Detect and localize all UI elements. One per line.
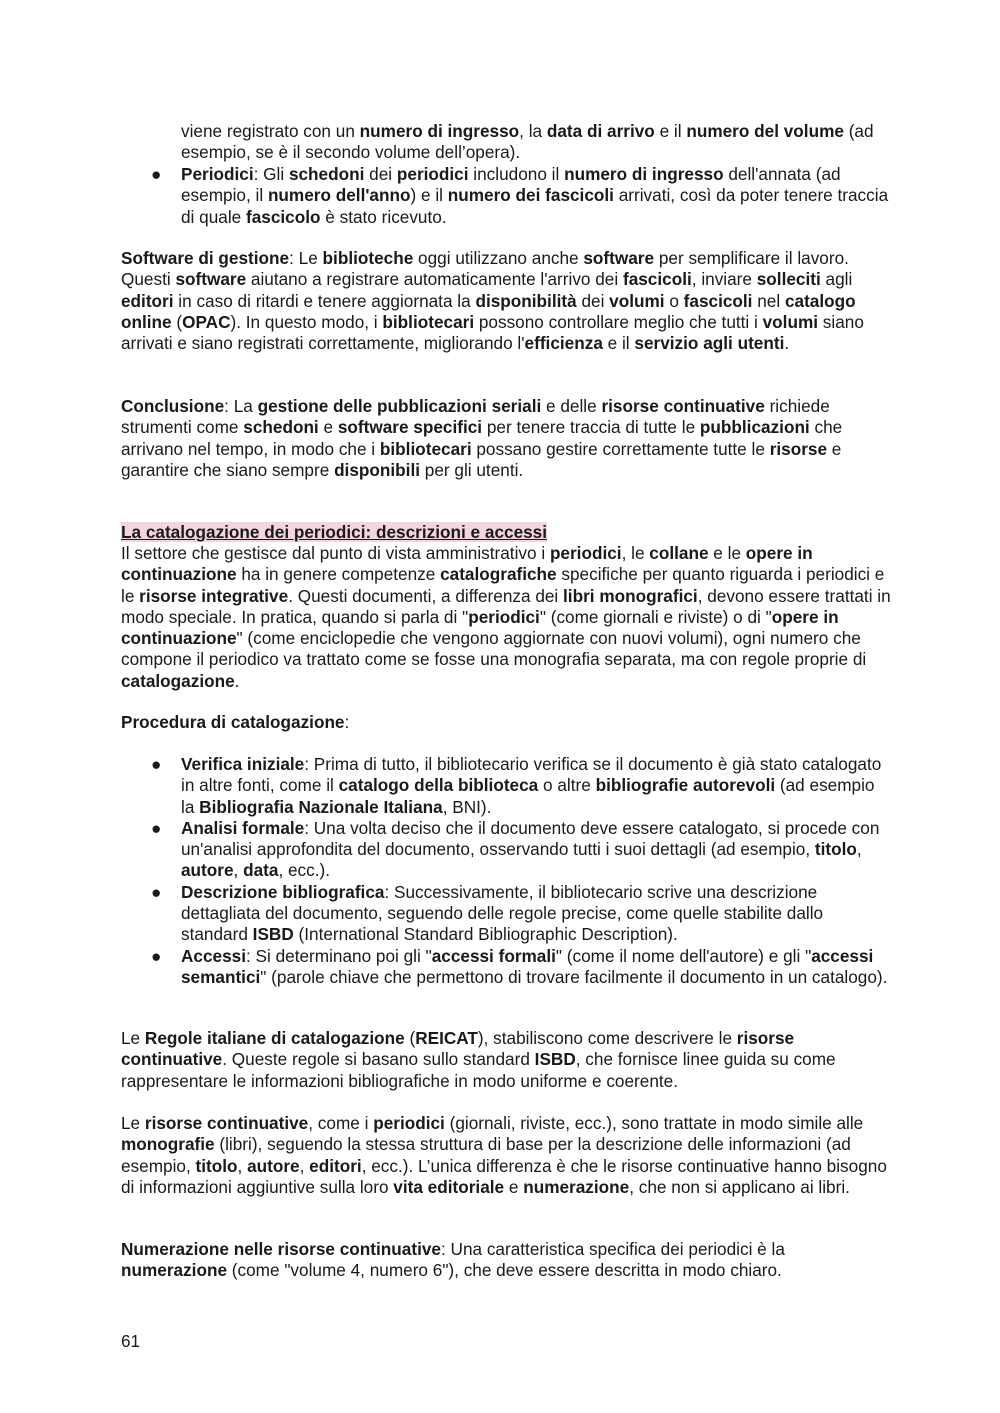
bold-text: numero dei fascicoli — [447, 185, 614, 206]
text-run: " (come il nome dell'autore) e gli " — [555, 945, 812, 966]
text-run: oggi utilizzano anche — [413, 248, 584, 268]
list-item — [121, 164, 891, 228]
bold-text: pubblicazioni — [699, 417, 810, 438]
text-run: " (come giornali e riviste) o di " — [539, 606, 772, 627]
bullet-icon: ● — [151, 754, 162, 774]
bold-text: Descrizione bibliografica — [181, 881, 385, 902]
bold-text: collane — [649, 543, 709, 563]
text-run: : Si determinano poi gli " — [245, 945, 432, 966]
bold-text: numero di ingresso — [564, 164, 724, 184]
text-run: " (parole chiave che permettono di trovare facilmente il documento in un catalogo). — [260, 966, 888, 987]
bold-text: numero dell'anno — [267, 185, 411, 206]
text-run: (ad esempio la — [181, 775, 875, 817]
bold-text: disponibilità — [475, 290, 577, 311]
bold-text: periodici — [373, 1113, 445, 1133]
procedura-label — [121, 712, 891, 733]
bold-text: software — [175, 269, 247, 290]
bold-text: autore — [247, 1155, 300, 1176]
text-run: aiutano a registrare automaticamente l'arrivo dei — [246, 269, 623, 290]
bullet-icon: ● — [151, 817, 162, 838]
text-run: , inviare — [691, 269, 757, 290]
text-run: viene registrato con un — [181, 121, 360, 141]
bold-text: Accessi — [181, 945, 246, 966]
bold-text: editori — [309, 1155, 362, 1176]
text-run: possono controllare meglio che tutti i — [474, 311, 763, 332]
bold-text: periodici — [549, 543, 622, 563]
bold-text: solleciti — [756, 269, 821, 290]
bold-text: autore — [181, 860, 234, 881]
bold-text: fascicolo — [245, 206, 321, 227]
text-run: Le — [121, 1028, 145, 1048]
text-run: , devono essere trattati in modo speciale. In pratica, quando si parla di " — [121, 585, 891, 627]
text-run: (ad esempio, se è il secondo volume dell’opera). — [181, 121, 874, 163]
text-run: per tenere traccia di tutte le — [482, 417, 700, 438]
bold-text: biblioteche — [322, 248, 414, 268]
text-run: ). In questo modo, i — [230, 311, 383, 332]
text-run: Le — [121, 1113, 145, 1133]
bold-text: bibliotecari — [379, 438, 472, 459]
text-run: : Una caratteristica specifica dei periodici è la — [440, 1239, 785, 1259]
bold-text: fascicoli — [683, 290, 753, 311]
bold-text: software — [583, 248, 655, 268]
bold-text: titolo — [814, 839, 857, 860]
bold-text: catalogo online — [121, 290, 856, 332]
text-run: o altre — [538, 775, 596, 796]
text-run: dei — [576, 290, 610, 311]
bold-text: risorse continuative — [144, 1113, 309, 1133]
section-heading-text: La catalogazione dei periodici: descrizioni e accessi — [121, 522, 548, 542]
text-run: ), stabiliscono come descrivere le — [477, 1028, 737, 1048]
text-run: per semplificare il lavoro. Questi — [121, 248, 849, 290]
text-run: ( — [404, 1028, 416, 1048]
text-run: " (come enciclopedie che vengono aggiornate con nuovi volumi), ogni numero che compone il periodico va trattato come se fosse una monografia separata, ma con regole proprie di — [121, 628, 867, 670]
text-run: o — [664, 290, 684, 311]
bold-text: opere in continuazione — [121, 543, 813, 585]
text-run: (libri), seguendo la stessa struttura di base per la descrizione delle informazioni (ad esempio, — [121, 1134, 851, 1176]
bold-text: ISBD — [534, 1049, 576, 1070]
text-run: e il — [654, 121, 687, 141]
bold-text: catalografiche — [440, 564, 557, 585]
bold-text: libri monografici — [563, 585, 698, 606]
bullet-list-procedura — [121, 754, 891, 988]
bold-text: catalogazione — [121, 670, 235, 691]
text-run: , BNI). — [442, 796, 492, 817]
bold-text: fascicoli — [622, 269, 692, 290]
bold-text: numerazione — [121, 1260, 228, 1281]
text-run: , come i — [308, 1113, 374, 1133]
text-run: : Le — [289, 248, 323, 268]
text-run: , — [233, 860, 244, 881]
bold-text: opere in continuazione — [121, 606, 839, 649]
section-heading — [121, 522, 891, 543]
bold-text: disponibili — [334, 459, 420, 480]
bullet-icon: ● — [151, 164, 162, 184]
text-run: , — [856, 839, 862, 860]
bold-text: Regole italiane di catalogazione — [144, 1028, 405, 1048]
bold-text: numero del volume — [686, 121, 844, 141]
bold-text: volumi — [762, 311, 819, 332]
bold-text: efficienza — [524, 333, 603, 354]
bold-text: accessi formali — [431, 945, 556, 966]
list-item — [121, 818, 891, 882]
text-run: , ecc.). — [278, 860, 331, 881]
text-run: , — [237, 1155, 248, 1176]
text-run: dei — [364, 164, 397, 184]
bold-text: monografie — [121, 1134, 215, 1155]
text-run: per gli utenti. — [420, 459, 524, 480]
bold-text: Bibliografia Nazionale Italiana — [199, 796, 443, 817]
text-run: : Successivamente, il bibliotecario scrive una descrizione dettagliata del documento, seguendo delle regole precise, come quelle stabilite dallo standard — [181, 881, 824, 945]
bold-text: risorse — [769, 438, 828, 459]
bold-text: numero di ingresso — [359, 121, 520, 141]
bold-text: schedoni — [288, 164, 365, 184]
text-run: in caso di ritardi e tenere aggiornata la — [173, 290, 476, 311]
page-number: 61 — [121, 1331, 141, 1351]
bold-text: volumi — [609, 290, 665, 311]
bold-text: vita editoriale — [393, 1176, 505, 1197]
bold-text: Conclusione — [121, 396, 225, 416]
bold-text: servizio agli utenti — [634, 333, 785, 354]
text-run: agli — [820, 269, 853, 290]
text-run: : Una volta deciso che il documento deve essere catalogato, si procede con un'analisi approfondita del documento, osservando tutti i suoi dettagli (ad esempio, — [181, 817, 880, 860]
bullet-icon: ● — [151, 945, 162, 966]
text-run: : La — [224, 396, 258, 416]
text-run: , le — [621, 543, 650, 563]
bold-text: data di arrivo — [546, 121, 655, 141]
text-run: e il — [602, 333, 635, 354]
text-run: . Queste regole si basano sullo standard — [222, 1049, 535, 1070]
text-run: includono il — [468, 164, 565, 184]
text-run: arrivati, così da poter tenere traccia di quale — [181, 185, 889, 227]
paragraph-risorse-continuative — [121, 1113, 891, 1198]
text-run: e — [504, 1176, 524, 1197]
bold-text: numerazione — [523, 1176, 630, 1197]
text-run: dell'annata (ad esempio, il — [181, 164, 841, 206]
paragraph-reicat — [121, 1028, 891, 1092]
bold-text: risorse continuative — [121, 1028, 795, 1070]
bold-text: Verifica iniziale — [181, 754, 305, 774]
bold-text: editori — [121, 290, 174, 311]
bold-text: data — [243, 860, 279, 881]
bold-text: gestione delle pubblicazioni seriali — [257, 396, 542, 416]
bold-text: risorse continuative — [601, 396, 765, 416]
text-run: , che fornisce linee guida su come rappresentare le informazioni bibliografiche in modo uniforme e coerente. — [121, 1049, 836, 1091]
text-run: specifiche per quanto riguarda i periodici e le — [121, 564, 885, 606]
paragraph-numerazione — [121, 1239, 891, 1282]
text-run: (come "volume 4, numero 6"), che deve essere descritta in modo chiaro. — [227, 1260, 782, 1281]
paragraph-settore — [121, 543, 891, 692]
text-run: ha in genere competenze — [236, 564, 441, 585]
bold-text: bibliografie autorevoli — [595, 775, 776, 796]
text-run: , ecc.). L’unica differenza è che le risorse continuative hanno bisogno di informazioni aggiuntive sulla loro — [121, 1155, 887, 1197]
text-run: : — [344, 712, 350, 732]
bold-text: software specifici — [337, 417, 483, 438]
paragraph-software-gestione — [121, 248, 891, 354]
bold-text: Software di gestione — [121, 248, 290, 268]
text-run: è stato ricevuto. — [320, 206, 447, 227]
text-run: e delle — [541, 396, 602, 416]
text-run: . — [234, 670, 240, 691]
text-run: possano gestire correttamente tutte le — [471, 438, 770, 459]
bold-text: periodici — [396, 164, 469, 184]
bold-text: titolo — [195, 1155, 238, 1176]
bold-text: REICAT — [415, 1028, 478, 1048]
bold-text: Analisi formale — [181, 817, 305, 838]
list-item-continuation — [181, 121, 881, 164]
text-run: (giornali, riviste, ecc.), sono trattate in modo simile alle — [444, 1113, 864, 1133]
text-run: e garantire che siano sempre — [121, 438, 842, 480]
text-run: , che non si applicano ai libri. — [629, 1176, 850, 1197]
text-run: ) e il — [410, 185, 448, 206]
text-run: nel — [752, 290, 785, 311]
bullet-icon: ● — [151, 881, 162, 902]
text-run: ( — [171, 311, 183, 332]
bold-text: ISBD — [252, 924, 294, 945]
text-run: : Prima di tutto, il bibliotecario verifica se il documento è già stato catalogato in altre fonti, come il — [181, 754, 882, 796]
bold-text: periodici — [468, 606, 540, 627]
text-run: (International Standard Bibliographic Description). — [293, 924, 678, 945]
list-item — [121, 946, 891, 989]
text-run: richiede strumenti come — [121, 396, 830, 438]
text-run: , — [299, 1155, 310, 1176]
text-run: siano arrivati e siano registrati correttamente, migliorando l' — [121, 311, 864, 354]
text-run: e — [318, 417, 338, 438]
bold-text: accessi semantici — [181, 945, 874, 987]
bold-text: Procedura di catalogazione — [121, 712, 345, 732]
text-run: . — [784, 333, 790, 354]
bullet-list-storage — [121, 164, 891, 228]
bold-text: catalogo della biblioteca — [338, 775, 539, 796]
bold-text: schedoni — [243, 417, 319, 438]
paragraph-conclusione — [121, 396, 891, 481]
text-run: Il settore che gestisce dal punto di vista amministrativo i — [121, 543, 550, 563]
text-run: che arrivano nel tempo, in modo che i — [121, 417, 843, 459]
text-run: , la — [519, 121, 547, 141]
bold-text: Numerazione nelle risorse continuative — [121, 1239, 441, 1259]
bold-text: Periodici — [181, 164, 254, 184]
bold-text: OPAC — [182, 311, 231, 332]
bold-text: risorse integrative — [139, 585, 289, 606]
text-run: e le — [708, 543, 746, 563]
text-run: . Questi documenti, a differenza dei — [288, 585, 564, 606]
list-item — [121, 882, 891, 946]
text-run: : Gli — [253, 164, 289, 184]
bold-text: bibliotecari — [382, 311, 475, 332]
list-item — [121, 754, 891, 818]
